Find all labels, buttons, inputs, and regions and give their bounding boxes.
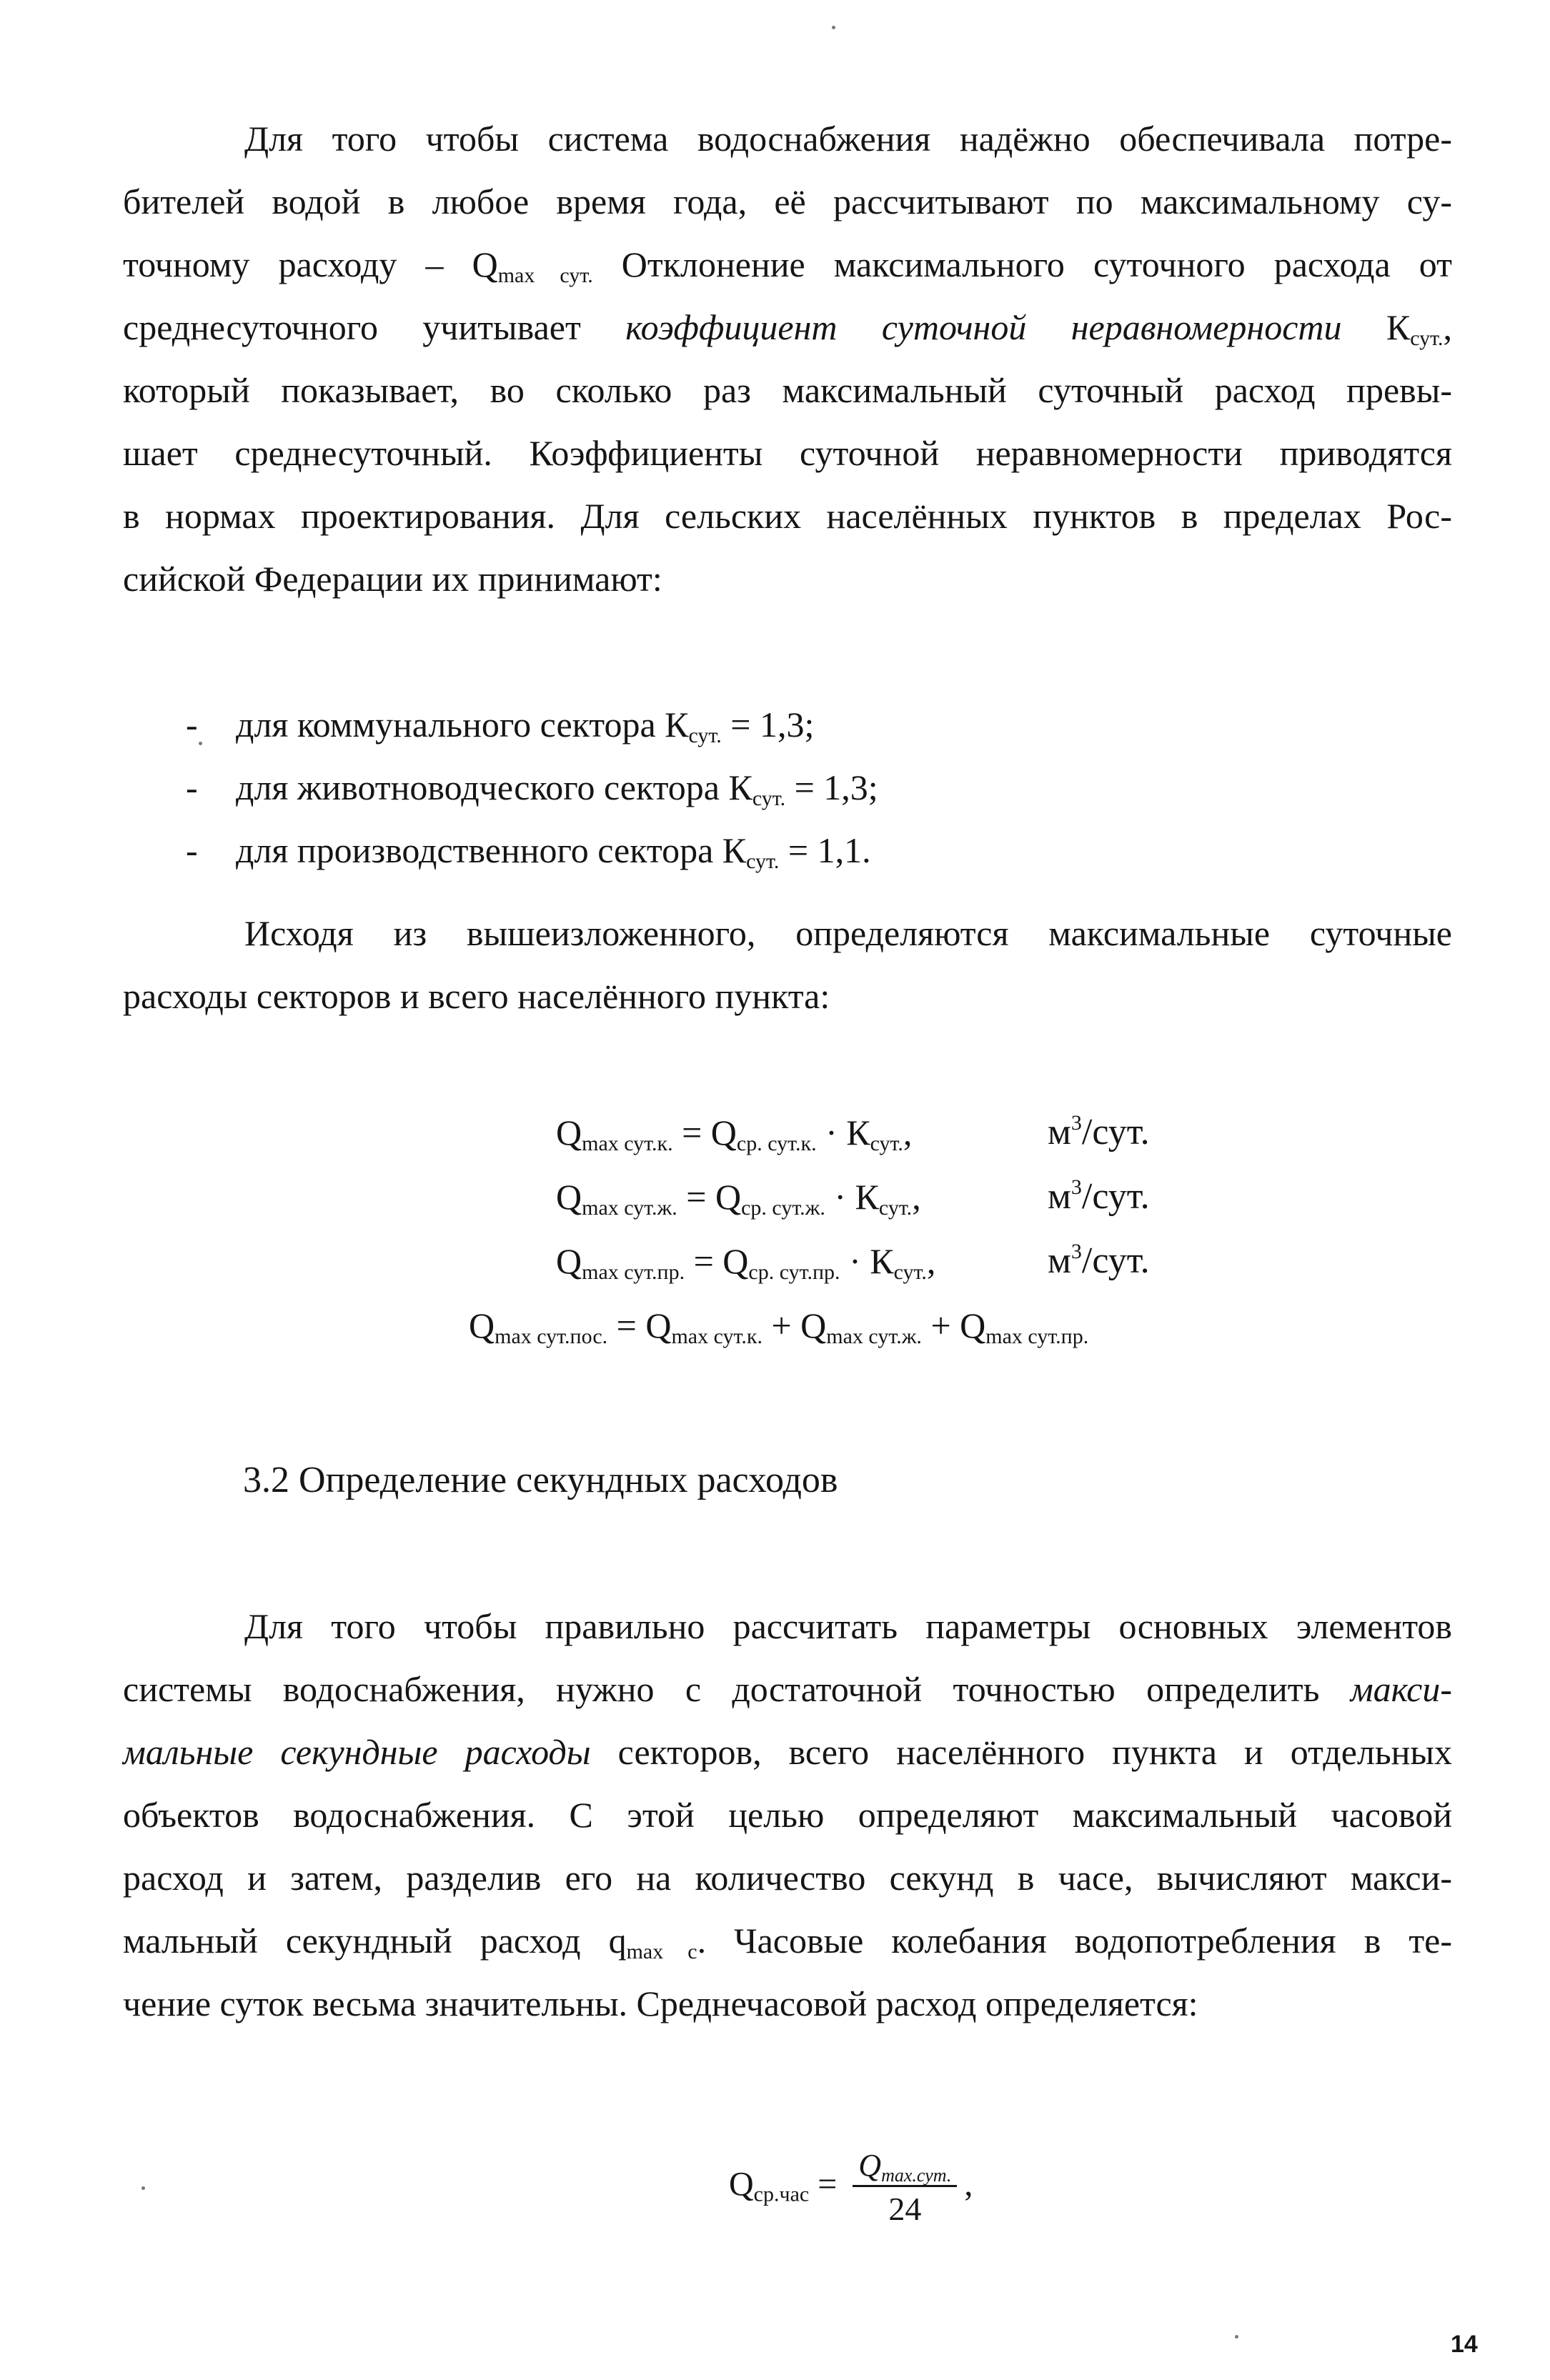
list-item: - для коммунального сектора $К_{сут.} = 1,3$;	[236, 693, 878, 756]
term-max-second: макси-	[1350, 1669, 1452, 1709]
text-line: среднесуточного учитывает коэффициент суточной неравномерности $К_{сут.}$,	[123, 307, 1452, 350]
list-dash: -	[186, 830, 198, 870]
paragraph-second-flows	[123, 1595, 1452, 2035]
section-title: 3.2 Определение секундных расходов	[243, 1460, 838, 1500]
formula-row	[0, 1229, 1550, 1293]
fraction-denominator: 24	[888, 2191, 922, 2227]
text-line: Для того чтобы правильно рассчитать параметры основных элементов	[244, 1606, 1452, 1646]
scan-speck	[199, 742, 202, 745]
list-dash: -	[186, 704, 198, 745]
unit: $м^3$/сут.	[1048, 1111, 1150, 1152]
formula: $Q_{max сут.пр.} = Q_{ср. сут.пр.} \cdot К_{сут.}$,	[556, 1241, 936, 1284]
list-dash: -	[186, 767, 198, 807]
formula-hourly: $Q_{ср.час}$ = $\frac{Q_{max.сут.}}{24}$ ,	[729, 2148, 973, 2227]
formula: $Q_{max сут.ж.} = Q_{ср. сут.ж.} \cdot К_{сут.}$,	[556, 1177, 921, 1220]
list-item: - для животноводческого сектора $К_{сут.} = 1,3$;	[236, 756, 878, 819]
term-coefficient: коэффициент суточной неравномерности	[625, 307, 1342, 347]
text-line: бителей водой в любое время года, её рассчитывают по максимальному су-	[123, 181, 1452, 221]
term-max-second-cont: мальные секундные расходы	[123, 1732, 591, 1772]
scan-speck	[141, 2186, 145, 2190]
page-number: 14	[1451, 2331, 1478, 2358]
text-line: точному расходу – $Q_{max сут.}$ Отклонение максимального суточного расхода от	[123, 244, 1452, 287]
fraction-numerator: $Q_{max.сут.}$	[853, 2147, 957, 2187]
text-line: Исходя из вышеизложенного, определяются максимальные суточные	[244, 913, 1452, 953]
scan-speck	[832, 26, 835, 29]
text-line: расходы секторов и всего населённого пункта:	[123, 976, 830, 1016]
fraction	[853, 2147, 957, 2228]
text-line: чение суток весьма значительны. Среднечасовой расход определяется:	[123, 1983, 1198, 2023]
coefficient-list	[186, 693, 878, 882]
paragraph-daily-consumption	[123, 107, 1452, 610]
formula-row-sum	[0, 1293, 1550, 1358]
text-line: мальный секундный расход $q_{max с}$. Часовые колебания водопотребления в те-	[123, 1921, 1453, 1963]
formula-block-daily	[0, 1100, 1550, 1358]
unit: $м^3$/сут.	[1048, 1240, 1150, 1281]
text-line: шает среднесуточный. Коэффициенты суточной неравномерности приводятся	[123, 433, 1452, 473]
formula: $Q_{max сут.к.} = Q_{ср. сут.к.} \cdot К_{сут.}$,	[556, 1112, 913, 1155]
formula-row	[0, 1165, 1550, 1229]
text-line: который показывает, во сколько раз максимальный суточный расход превы-	[123, 370, 1452, 410]
text-line: в нормах проектирования. Для сельских населённых пунктов в пределах Рос-	[123, 496, 1452, 536]
text-line: мальные секундные расходы секторов, всего населённого пункта и отдельных	[123, 1732, 1452, 1772]
formula-row	[0, 1100, 1550, 1165]
unit: $м^3$/сут.	[1048, 1175, 1150, 1217]
list-item: - для производственного сектора $К_{сут.} = 1,1$.	[236, 819, 878, 882]
formula-sum: $Q_{max сут.пос.} = Q_{max сут.к.} + Q_{max сут.ж.} + Q_{max сут.пр.}$	[469, 1305, 1089, 1348]
text-line: системы водоснабжения, нужно с достаточной точностью определить макси-	[123, 1669, 1452, 1709]
paragraph-sectors	[123, 902, 1452, 1027]
text-line: расход и затем, разделив его на количество секунд в часе, вычисляют макси-	[123, 1858, 1452, 1898]
text-line: Для того чтобы система водоснабжения надёжно обеспечивала потре-	[244, 119, 1452, 159]
scan-speck	[1235, 2335, 1238, 2339]
text-line: объектов водоснабжения. С этой целью определяют максимальный часовой	[123, 1795, 1452, 1835]
text-line: сийской Федерации их принимают:	[123, 559, 662, 599]
